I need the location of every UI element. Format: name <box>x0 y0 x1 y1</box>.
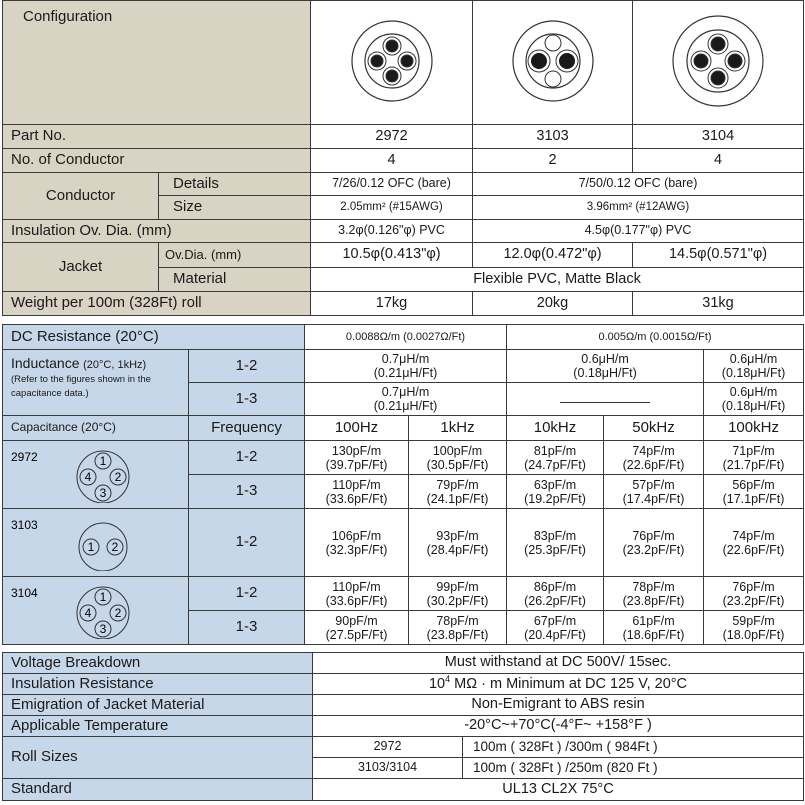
cap-3103-12-10khz: 83pF/m (25.3pF/Ft) <box>507 509 604 577</box>
size-2972: 2.05mm² (#15AWG) <box>311 196 473 220</box>
standard-value: UL13 CL2X 75°C <box>313 779 804 801</box>
svg-text:1: 1 <box>99 590 107 604</box>
weight-3103: 20kg <box>473 292 633 316</box>
standard-label: Standard <box>3 779 313 801</box>
cap-3103-part: 3103 <box>11 518 38 532</box>
capacitance-label: Capacitance (20°C) <box>3 416 189 441</box>
insulation-3103-3104: 4.5φ(0.177"φ) PVC <box>473 220 804 243</box>
jacket-label: Jacket <box>3 243 159 292</box>
svg-text:1: 1 <box>99 454 107 468</box>
cap-2972-12-1khz: 100pF/m (30.5pF/Ft) <box>409 441 507 475</box>
voltage-label: Voltage Breakdown <box>3 653 313 674</box>
cap-3104-12-1khz: 99pF/m (30.2pF/Ft) <box>409 577 507 611</box>
num-conductor-2972: 4 <box>311 149 473 173</box>
inductance-pair-12: 1-2 <box>189 350 305 383</box>
insulation-resistance-label: Insulation Resistance <box>3 674 313 695</box>
cap-3104-header <box>3 577 189 645</box>
svg-text:2: 2 <box>111 540 119 554</box>
cap-3104-pair-13: 1-3 <box>189 611 305 645</box>
cap-3104-13-100hz: 90pF/m (27.5pF/Ft) <box>305 611 409 645</box>
freq-10khz: 10kHz <box>507 416 604 441</box>
size-3103-3104: 3.96mm² (#12AWG) <box>473 196 804 220</box>
part-no-label: Part No. <box>3 125 311 149</box>
cable-3103-icon <box>511 19 595 103</box>
cap-2972-part: 2972 <box>11 450 38 464</box>
roll-part-2972: 2972 <box>313 737 463 758</box>
conductor-label: Conductor <box>3 173 159 220</box>
freq-50khz: 50kHz <box>604 416 704 441</box>
cap-2972-header <box>3 441 189 509</box>
svg-text:2: 2 <box>114 470 122 484</box>
cap-3104-pair-12: 1-2 <box>189 577 305 611</box>
svg-text:2: 2 <box>114 606 122 620</box>
freq-100hz: 100Hz <box>305 416 409 441</box>
cap-2972-12-100khz: 71pF/m (21.7pF/Ft) <box>704 441 804 475</box>
svg-text:4: 4 <box>84 606 92 620</box>
svg-text:1: 1 <box>87 540 95 554</box>
frequency-label: Frequency <box>189 416 305 441</box>
material-value: Flexible PVC, Matte Black <box>311 268 804 292</box>
dc-resistance-3103-3104: 0.005Ω/m (0.0015Ω/Ft) <box>507 325 804 350</box>
cross-section-3104 <box>633 1 804 125</box>
dash-divider <box>560 402 650 403</box>
cable-2972-icon <box>350 19 434 103</box>
weight-label: Weight per 100m (328Ft) roll <box>3 292 311 316</box>
cap-3104-13-1khz: 78pF/m (23.8pF/Ft) <box>409 611 507 645</box>
pin-diagram-2972-icon <box>3 447 189 503</box>
dc-resistance-2972: 0.0088Ω/m (0.0027Ω/Ft) <box>305 325 507 350</box>
roll-part-3103-3104: 3103/3104 <box>313 758 463 779</box>
cap-3104-13-100khz: 59pF/m (18.0pF/Ft) <box>704 611 804 645</box>
cap-3103-12-100hz: 106pF/m (32.3pF/Ft) <box>305 509 409 577</box>
roll-size-3103-3104: 100m ( 328Ft ) /250m (820 Ft ) <box>463 758 804 779</box>
pin-diagram-3103-icon <box>3 515 189 571</box>
cap-2972-pair-13: 1-3 <box>189 475 305 509</box>
configuration-label: Configuration <box>3 1 311 125</box>
num-conductor-3103: 2 <box>473 149 633 173</box>
ind-13-2972: 0.7μH/m (0.21μH/Ft) <box>305 383 507 416</box>
cap-2972-13-50khz: 57pF/m (17.4pF/Ft) <box>604 475 704 509</box>
ind-13-3103-empty <box>507 383 704 416</box>
ind-12-3103: 0.6μH/m (0.18μH/Ft) <box>507 350 704 383</box>
cap-3103-pair-12: 1-2 <box>189 509 305 577</box>
cap-3103-header <box>3 509 189 577</box>
cap-2972-13-100khz: 56pF/m (17.1pF/Ft) <box>704 475 804 509</box>
inductance-header <box>3 350 189 416</box>
cap-3104-12-50khz: 78pF/m (23.8pF/Ft) <box>604 577 704 611</box>
emigration-label: Emigration of Jacket Material <box>3 695 313 716</box>
cap-3104-13-50khz: 61pF/m (18.6pF/Ft) <box>604 611 704 645</box>
freq-100khz: 100kHz <box>704 416 804 441</box>
inductance-condition: (20°C, 1kHz) <box>83 359 147 371</box>
cap-2972-13-100hz: 110pF/m (33.6pF/Ft) <box>305 475 409 509</box>
cap-3103-12-1khz: 93pF/m (28.4pF/Ft) <box>409 509 507 577</box>
cap-3104-12-10khz: 86pF/m (26.2pF/Ft) <box>507 577 604 611</box>
num-conductor-3104: 4 <box>633 149 804 173</box>
weight-3104: 31kg <box>633 292 804 316</box>
size-label: Size <box>159 196 311 220</box>
cable-3104-icon <box>671 14 765 108</box>
cap-3103-12-100khz: 74pF/m (22.6pF/Ft) <box>704 509 804 577</box>
ovdia-label: Ov.Dia. (mm) <box>159 243 311 268</box>
cap-2972-13-1khz: 79pF/m (24.1pF/Ft) <box>409 475 507 509</box>
details-3103-3104: 7/50/0.12 OFC (bare) <box>473 173 804 196</box>
voltage-value: Must withstand at DC 500V/ 15sec. <box>313 653 804 674</box>
cross-section-2972 <box>311 1 473 125</box>
insulation-resistance-value: $10^4$ MΩ · m Minimum at DC 125 V, 20°C <box>313 674 804 695</box>
part-no-3104: 3104 <box>633 125 804 149</box>
details-label: Details <box>159 173 311 196</box>
temperature-label: Applicable Temperature <box>3 716 313 737</box>
cap-2972-12-10khz: 81pF/m (24.7pF/Ft) <box>507 441 604 475</box>
svg-text:3: 3 <box>99 486 107 500</box>
cap-3104-13-10khz: 67pF/m (20.4pF/Ft) <box>507 611 604 645</box>
ind-13-3104: 0.6μH/m (0.18μH/Ft) <box>704 383 804 416</box>
cap-3104-12-100khz: 76pF/m (23.2pF/Ft) <box>704 577 804 611</box>
svg-text:3: 3 <box>99 622 107 636</box>
cap-3104-part: 3104 <box>11 586 38 600</box>
insulation-label: Insulation Ov. Dia. (mm) <box>3 220 311 243</box>
ovdia-3103: 12.0φ(0.472"φ) <box>473 243 633 268</box>
inductance-pair-13: 1-3 <box>189 383 305 416</box>
cap-2972-12-100hz: 130pF/m (39.7pF/Ft) <box>305 441 409 475</box>
ind-12-2972: 0.7μH/m (0.21μH/Ft) <box>305 350 507 383</box>
emigration-value: Non-Emigrant to ABS resin <box>313 695 804 716</box>
material-label: Material <box>159 268 311 292</box>
part-no-2972: 2972 <box>311 125 473 149</box>
general-table <box>2 652 804 801</box>
part-no-3103: 3103 <box>473 125 633 149</box>
pin-diagram-3104-icon <box>3 583 189 639</box>
roll-size-2972: 100m ( 328Ft ) /300m ( 984Ft ) <box>463 737 804 758</box>
cap-2972-pair-12: 1-2 <box>189 441 305 475</box>
cap-2972-13-10khz: 63pF/m (19.2pF/Ft) <box>507 475 604 509</box>
dc-resistance-label: DC Resistance (20°C) <box>3 325 305 350</box>
inductance-label: Inductance <box>11 355 80 371</box>
ovdia-2972: 10.5φ(0.413"φ) <box>311 243 473 268</box>
cross-section-3103 <box>473 1 633 125</box>
num-conductor-label: No. of Conductor <box>3 149 311 173</box>
spec-table <box>2 0 804 316</box>
insulation-2972: 3.2φ(0.126"φ) PVC <box>311 220 473 243</box>
cap-3103-12-50khz: 76pF/m (23.2pF/Ft) <box>604 509 704 577</box>
cap-3104-12-100hz: 110pF/m (33.6pF/Ft) <box>305 577 409 611</box>
svg-text:4: 4 <box>84 470 92 484</box>
inductance-note: (Refer to the figures shown in the capacitance data.) <box>11 374 151 399</box>
ovdia-3104: 14.5φ(0.571"φ) <box>633 243 804 268</box>
electrical-table <box>2 324 804 645</box>
ind-12-3104: 0.6μH/m (0.18μH/Ft) <box>704 350 804 383</box>
details-2972: 7/26/0.12 OFC (bare) <box>311 173 473 196</box>
temperature-value: -20°C~+70°C(-4°F~ +158°F ) <box>313 716 804 737</box>
cap-2972-12-50khz: 74pF/m (22.6pF/Ft) <box>604 441 704 475</box>
weight-2972: 17kg <box>311 292 473 316</box>
roll-sizes-label: Roll Sizes <box>3 737 313 779</box>
freq-1khz: 1kHz <box>409 416 507 441</box>
